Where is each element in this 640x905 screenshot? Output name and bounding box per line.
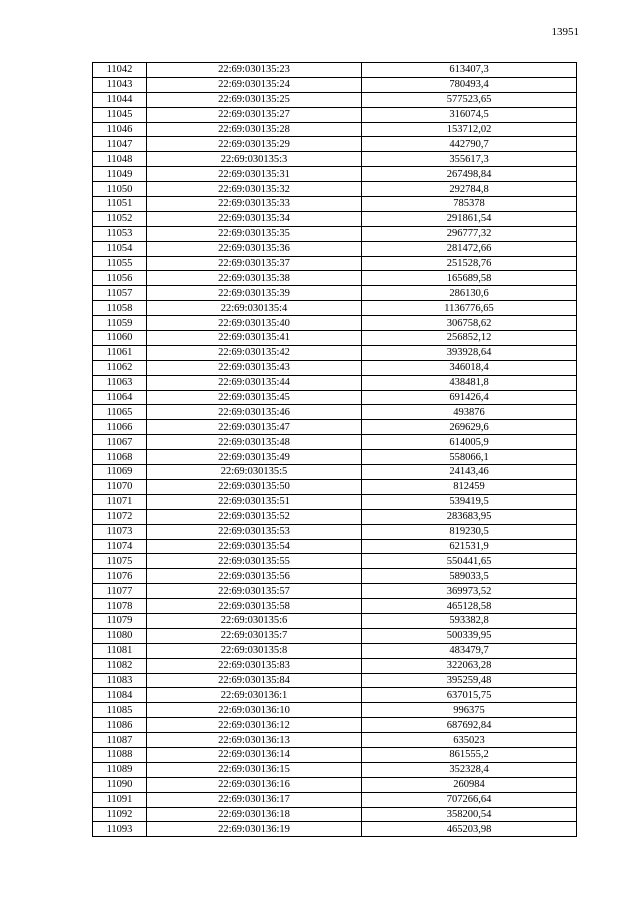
row-number-cell: 11078 <box>93 599 147 614</box>
cadastral-value-cell: 691426,4 <box>362 390 577 405</box>
cadastral-number-cell: 22:69:030135:58 <box>147 599 362 614</box>
table-row <box>93 450 577 465</box>
cadastral-number-cell: 22:69:030135:56 <box>147 569 362 584</box>
table-row <box>93 658 577 673</box>
row-number-cell: 11067 <box>93 435 147 450</box>
row-number-cell: 11068 <box>93 450 147 465</box>
row-number-cell: 11059 <box>93 316 147 331</box>
table-row <box>93 390 577 405</box>
cadastral-value-cell: 283683,95 <box>362 509 577 524</box>
cadastral-value-cell: 614005,9 <box>362 435 577 450</box>
cadastral-number-cell: 22:69:030136:18 <box>147 807 362 822</box>
table-row <box>93 345 577 360</box>
row-number-cell: 11076 <box>93 569 147 584</box>
cadastral-number-cell: 22:69:030135:5 <box>147 465 362 480</box>
cadastral-number-cell: 22:69:030135:39 <box>147 286 362 301</box>
cadastral-number-cell: 22:69:030135:37 <box>147 256 362 271</box>
table-row <box>93 435 577 450</box>
cadastral-number-cell: 22:69:030135:3 <box>147 152 362 167</box>
table-row <box>93 152 577 167</box>
table-row <box>93 405 577 420</box>
table-row <box>93 226 577 241</box>
table-row <box>93 584 577 599</box>
cadastral-number-cell: 22:69:030135:25 <box>147 92 362 107</box>
cadastral-number-cell: 22:69:030135:40 <box>147 316 362 331</box>
table-row <box>93 628 577 643</box>
row-number-cell: 11054 <box>93 241 147 256</box>
cadastral-value-cell: 322063,28 <box>362 658 577 673</box>
row-number-cell: 11048 <box>93 152 147 167</box>
table-row <box>93 211 577 226</box>
table-row <box>93 63 577 78</box>
table-row <box>93 524 577 539</box>
row-number-cell: 11065 <box>93 405 147 420</box>
row-number-cell: 11047 <box>93 137 147 152</box>
cadastral-number-cell: 22:69:030135:32 <box>147 182 362 197</box>
row-number-cell: 11084 <box>93 688 147 703</box>
cadastral-number-cell: 22:69:030135:38 <box>147 271 362 286</box>
cadastral-value-cell: 861555,2 <box>362 747 577 762</box>
cadastral-number-cell: 22:69:030135:34 <box>147 211 362 226</box>
cadastral-number-cell: 22:69:030136:14 <box>147 747 362 762</box>
row-number-cell: 11077 <box>93 584 147 599</box>
cadastral-number-cell: 22:69:030135:28 <box>147 122 362 137</box>
row-number-cell: 11089 <box>93 762 147 777</box>
cadastral-number-cell: 22:69:030135:44 <box>147 375 362 390</box>
table-row <box>93 747 577 762</box>
cadastral-value-cell: 465128,58 <box>362 599 577 614</box>
cadastral-value-cell: 292784,8 <box>362 182 577 197</box>
table-row <box>93 301 577 316</box>
cadastral-number-cell: 22:69:030135:42 <box>147 345 362 360</box>
table-row <box>93 137 577 152</box>
cadastral-number-cell: 22:69:030136:17 <box>147 792 362 807</box>
row-number-cell: 11079 <box>93 613 147 628</box>
cadastral-number-cell: 22:69:030135:33 <box>147 197 362 212</box>
row-number-cell: 11085 <box>93 703 147 718</box>
row-number-cell: 11053 <box>93 226 147 241</box>
cadastral-value-cell: 1136776,65 <box>362 301 577 316</box>
table-row <box>93 673 577 688</box>
cadastral-value-cell: 286130,6 <box>362 286 577 301</box>
cadastral-value-cell: 687692,84 <box>362 718 577 733</box>
table-row <box>93 77 577 92</box>
row-number-cell: 11057 <box>93 286 147 301</box>
cadastral-value-cell: 493876 <box>362 405 577 420</box>
cadastral-value-cell: 577523,65 <box>362 92 577 107</box>
table-row <box>93 599 577 614</box>
table-row <box>93 316 577 331</box>
row-number-cell: 11090 <box>93 777 147 792</box>
cadastral-value-cell: 165689,58 <box>362 271 577 286</box>
table-row <box>93 703 577 718</box>
row-number-cell: 11091 <box>93 792 147 807</box>
cadastral-value-cell: 269629,6 <box>362 420 577 435</box>
cadastral-value-cell: 358200,54 <box>362 807 577 822</box>
row-number-cell: 11056 <box>93 271 147 286</box>
cadastral-value-cell: 267498,84 <box>362 167 577 182</box>
row-number-cell: 11044 <box>93 92 147 107</box>
cadastral-value-cell: 355617,3 <box>362 152 577 167</box>
cadastral-number-cell: 22:69:030136:12 <box>147 718 362 733</box>
table-row <box>93 167 577 182</box>
cadastral-value-cell: 369973,52 <box>362 584 577 599</box>
row-number-cell: 11093 <box>93 822 147 837</box>
table-row <box>93 182 577 197</box>
cadastral-number-cell: 22:69:030135:31 <box>147 167 362 182</box>
cadastral-number-cell: 22:69:030135:49 <box>147 450 362 465</box>
cadastral-number-cell: 22:69:030136:15 <box>147 762 362 777</box>
row-number-cell: 11071 <box>93 494 147 509</box>
table-row <box>93 122 577 137</box>
row-number-cell: 11060 <box>93 331 147 346</box>
cadastral-value-cell: 613407,3 <box>362 63 577 78</box>
cadastral-value-cell: 785378 <box>362 197 577 212</box>
table-row <box>93 539 577 554</box>
page-number: 13951 <box>551 26 579 38</box>
cadastral-value-cell: 593382,8 <box>362 613 577 628</box>
cadastral-number-cell: 22:69:030135:29 <box>147 137 362 152</box>
cadastral-value-cell: 306758,62 <box>362 316 577 331</box>
cadastral-value-cell: 621531,9 <box>362 539 577 554</box>
cadastral-value-cell: 395259,48 <box>362 673 577 688</box>
cadastral-number-cell: 22:69:030136:10 <box>147 703 362 718</box>
cadastral-number-cell: 22:69:030135:23 <box>147 63 362 78</box>
table-row <box>93 762 577 777</box>
cadastral-value-cell: 352328,4 <box>362 762 577 777</box>
cadastral-number-cell: 22:69:030136:16 <box>147 777 362 792</box>
row-number-cell: 11092 <box>93 807 147 822</box>
row-number-cell: 11043 <box>93 77 147 92</box>
cadastral-number-cell: 22:69:030135:7 <box>147 628 362 643</box>
table-row <box>93 331 577 346</box>
cadastral-value-cell: 635023 <box>362 733 577 748</box>
cadastral-value-cell: 539419,5 <box>362 494 577 509</box>
row-number-cell: 11075 <box>93 554 147 569</box>
row-number-cell: 11073 <box>93 524 147 539</box>
cadastral-value-cell: 296777,32 <box>362 226 577 241</box>
table-row <box>93 92 577 107</box>
table-row <box>93 792 577 807</box>
table-body <box>93 63 577 837</box>
cadastral-number-cell: 22:69:030135:41 <box>147 331 362 346</box>
cadastral-value-cell: 812459 <box>362 479 577 494</box>
cadastral-value-cell: 442790,7 <box>362 137 577 152</box>
cadastral-value-table <box>92 62 577 837</box>
cadastral-number-cell: 22:69:030136:13 <box>147 733 362 748</box>
cadastral-number-cell: 22:69:030136:1 <box>147 688 362 703</box>
cadastral-number-cell: 22:69:030135:52 <box>147 509 362 524</box>
row-number-cell: 11087 <box>93 733 147 748</box>
cadastral-number-cell: 22:69:030135:27 <box>147 107 362 122</box>
cadastral-number-cell: 22:69:030135:46 <box>147 405 362 420</box>
cadastral-number-cell: 22:69:030135:43 <box>147 360 362 375</box>
cadastral-value-cell: 707266,64 <box>362 792 577 807</box>
cadastral-value-cell: 996375 <box>362 703 577 718</box>
cadastral-value-cell: 291861,54 <box>362 211 577 226</box>
cadastral-number-cell: 22:69:030135:4 <box>147 301 362 316</box>
cadastral-value-cell: 780493,4 <box>362 77 577 92</box>
row-number-cell: 11088 <box>93 747 147 762</box>
cadastral-number-cell: 22:69:030135:24 <box>147 77 362 92</box>
table-row <box>93 286 577 301</box>
cadastral-number-cell: 22:69:030135:54 <box>147 539 362 554</box>
table-row <box>93 613 577 628</box>
table-row <box>93 271 577 286</box>
table-row <box>93 241 577 256</box>
row-number-cell: 11062 <box>93 360 147 375</box>
table-row <box>93 807 577 822</box>
cadastral-number-cell: 22:69:030135:55 <box>147 554 362 569</box>
row-number-cell: 11086 <box>93 718 147 733</box>
cadastral-number-cell: 22:69:030135:35 <box>147 226 362 241</box>
cadastral-value-cell: 316074,5 <box>362 107 577 122</box>
cadastral-number-cell: 22:69:030135:47 <box>147 420 362 435</box>
cadastral-value-cell: 589033,5 <box>362 569 577 584</box>
table-row <box>93 256 577 271</box>
row-number-cell: 11061 <box>93 345 147 360</box>
row-number-cell: 11066 <box>93 420 147 435</box>
cadastral-value-cell: 558066,1 <box>362 450 577 465</box>
row-number-cell: 11049 <box>93 167 147 182</box>
cadastral-value-cell: 153712,02 <box>362 122 577 137</box>
row-number-cell: 11064 <box>93 390 147 405</box>
row-number-cell: 11055 <box>93 256 147 271</box>
cadastral-number-cell: 22:69:030135:48 <box>147 435 362 450</box>
row-number-cell: 11081 <box>93 643 147 658</box>
cadastral-value-cell: 500339,95 <box>362 628 577 643</box>
row-number-cell: 11074 <box>93 539 147 554</box>
cadastral-value-cell: 393928,64 <box>362 345 577 360</box>
table-row <box>93 494 577 509</box>
row-number-cell: 11050 <box>93 182 147 197</box>
cadastral-value-cell: 483479,7 <box>362 643 577 658</box>
table-row <box>93 375 577 390</box>
table-row <box>93 688 577 703</box>
cadastral-value-cell: 438481,8 <box>362 375 577 390</box>
row-number-cell: 11072 <box>93 509 147 524</box>
row-number-cell: 11046 <box>93 122 147 137</box>
row-number-cell: 11082 <box>93 658 147 673</box>
cadastral-value-cell: 256852,12 <box>362 331 577 346</box>
cadastral-value-cell: 260984 <box>362 777 577 792</box>
table-row <box>93 509 577 524</box>
row-number-cell: 11083 <box>93 673 147 688</box>
table-row <box>93 822 577 837</box>
cadastral-number-cell: 22:69:030136:19 <box>147 822 362 837</box>
cadastral-value-cell: 819230,5 <box>362 524 577 539</box>
cadastral-number-cell: 22:69:030135:83 <box>147 658 362 673</box>
row-number-cell: 11069 <box>93 465 147 480</box>
cadastral-number-cell: 22:69:030135:51 <box>147 494 362 509</box>
cadastral-value-cell: 251528,76 <box>362 256 577 271</box>
row-number-cell: 11070 <box>93 479 147 494</box>
cadastral-value-cell: 346018,4 <box>362 360 577 375</box>
table-row <box>93 777 577 792</box>
row-number-cell: 11058 <box>93 301 147 316</box>
row-number-cell: 11052 <box>93 211 147 226</box>
cadastral-value-cell: 24143,46 <box>362 465 577 480</box>
cadastral-value-cell: 550441,65 <box>362 554 577 569</box>
cadastral-number-cell: 22:69:030135:53 <box>147 524 362 539</box>
table-row <box>93 733 577 748</box>
table-row <box>93 643 577 658</box>
cadastral-number-cell: 22:69:030135:84 <box>147 673 362 688</box>
table-row <box>93 107 577 122</box>
cadastral-value-cell: 465203,98 <box>362 822 577 837</box>
cadastral-value-cell: 281472,66 <box>362 241 577 256</box>
cadastral-value-cell: 637015,75 <box>362 688 577 703</box>
cadastral-number-cell: 22:69:030135:36 <box>147 241 362 256</box>
table-row <box>93 554 577 569</box>
table-row <box>93 420 577 435</box>
row-number-cell: 11042 <box>93 63 147 78</box>
table-row <box>93 718 577 733</box>
table-row <box>93 569 577 584</box>
row-number-cell: 11080 <box>93 628 147 643</box>
table-row <box>93 465 577 480</box>
table-row <box>93 479 577 494</box>
table-row <box>93 197 577 212</box>
row-number-cell: 11045 <box>93 107 147 122</box>
table-row <box>93 360 577 375</box>
cadastral-number-cell: 22:69:030135:6 <box>147 613 362 628</box>
cadastral-number-cell: 22:69:030135:45 <box>147 390 362 405</box>
row-number-cell: 11051 <box>93 197 147 212</box>
cadastral-number-cell: 22:69:030135:8 <box>147 643 362 658</box>
row-number-cell: 11063 <box>93 375 147 390</box>
cadastral-number-cell: 22:69:030135:57 <box>147 584 362 599</box>
cadastral-number-cell: 22:69:030135:50 <box>147 479 362 494</box>
